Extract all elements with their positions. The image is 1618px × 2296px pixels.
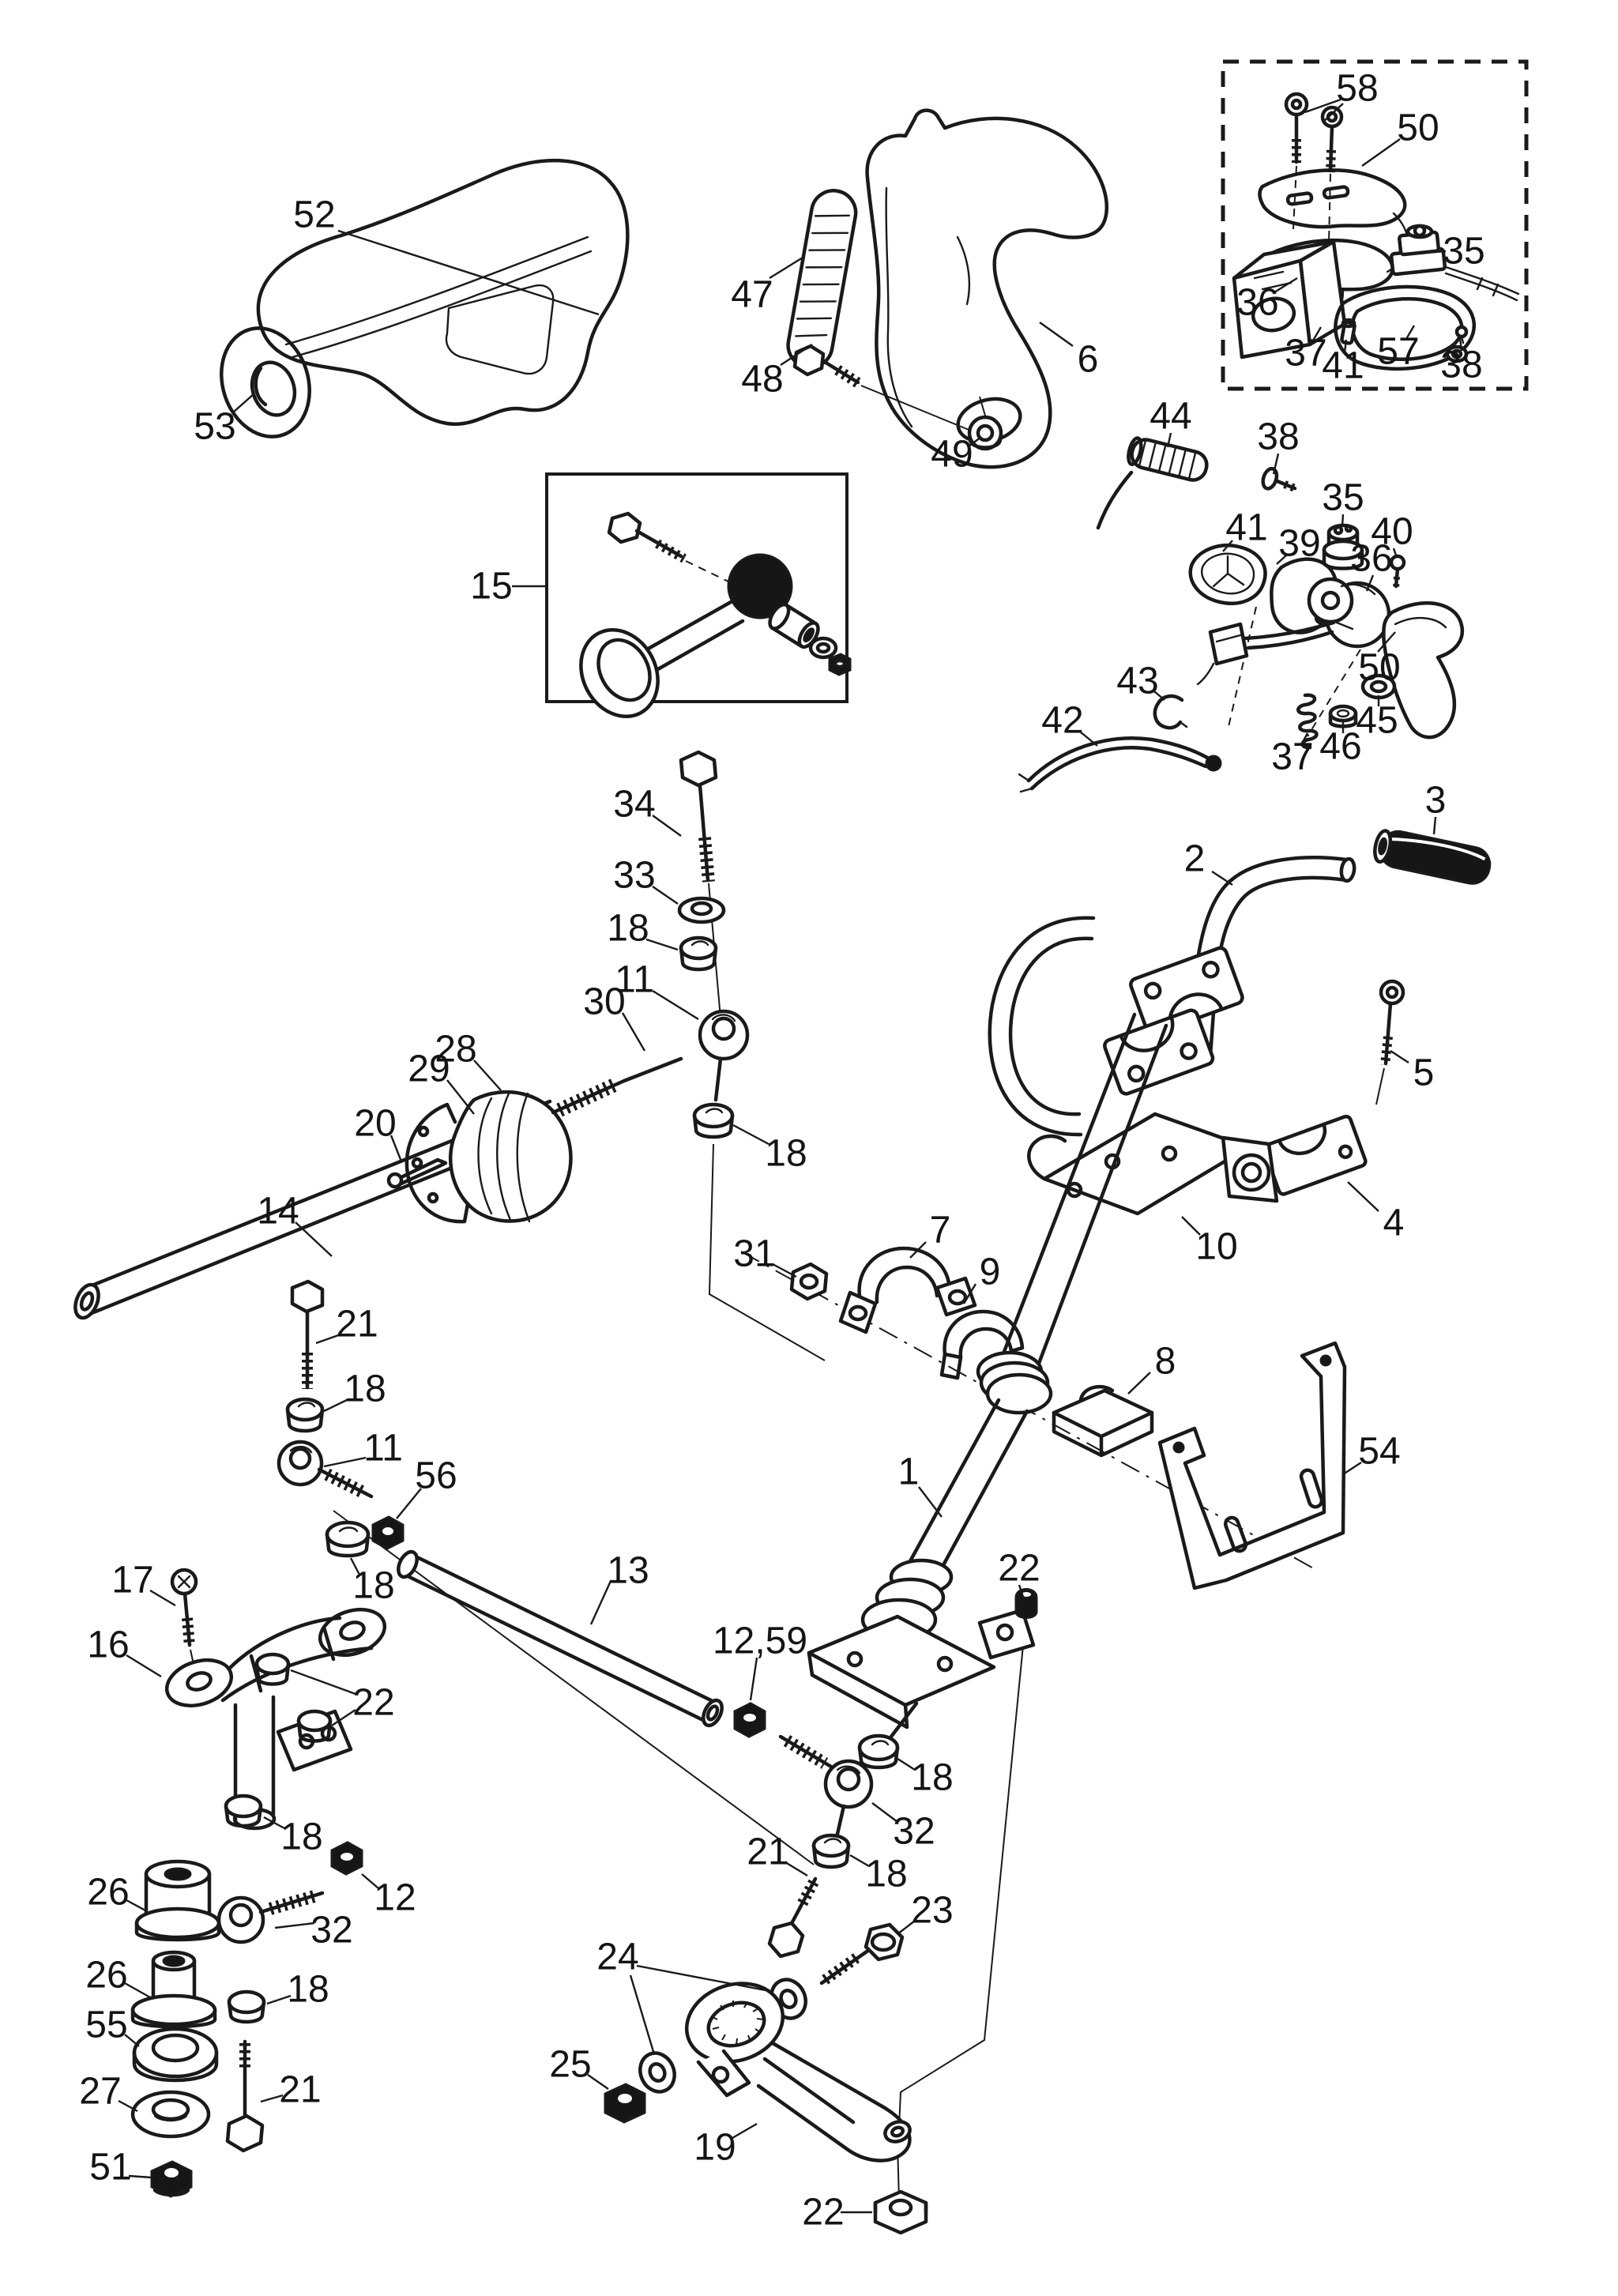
path-shape: [1098, 472, 1131, 528]
nut-49: [969, 417, 1001, 449]
part-callout-12,59: 12,59: [712, 1620, 808, 1662]
circle-shape: [413, 1159, 421, 1167]
path-shape: [792, 1264, 826, 1299]
leader-line-24: [637, 1966, 769, 1991]
leader-line-32: [275, 1923, 314, 1928]
part-callout-37: 37: [1271, 736, 1314, 778]
rect-shape: [1323, 186, 1348, 198]
circle-shape: [429, 1194, 437, 1202]
ellipse-shape: [229, 1992, 264, 2012]
path-shape: [795, 346, 823, 375]
part-callout-55: 55: [85, 2004, 128, 2046]
line-shape: [823, 361, 858, 382]
bolt-23: [822, 1925, 902, 1983]
ellipse-shape: [1261, 467, 1279, 491]
path-shape: [937, 1278, 975, 1315]
path-shape: [769, 1923, 803, 1956]
path-shape: [886, 188, 912, 427]
horn-kit-box: [547, 474, 850, 730]
path-shape: [681, 752, 716, 785]
part-callout-9: 9: [979, 1251, 1001, 1293]
leader-line-33: [653, 886, 678, 904]
nut-31: [792, 1264, 826, 1299]
leader-line-16: [126, 1655, 161, 1677]
rect-shape: [1224, 1516, 1247, 1553]
part-callout-34: 34: [613, 783, 656, 826]
part-callout-27: 27: [79, 2070, 122, 2113]
part-callout-28: 28: [435, 1028, 477, 1071]
steering-arm-group: [605, 1971, 926, 2233]
leader-line-51: [129, 2176, 152, 2177]
leader-line-17: [150, 1590, 175, 1605]
screw-38: [1261, 467, 1302, 498]
path-shape: [758, 2043, 909, 2161]
part-callout-14: 14: [257, 1190, 299, 1233]
leader-line-8: [1128, 1372, 1150, 1394]
ellipse-shape: [988, 1375, 1051, 1413]
ellipse-shape: [395, 1549, 421, 1579]
circle-shape: [1391, 556, 1404, 569]
nut-18-upper: [681, 938, 716, 969]
leader-line-18: [646, 939, 678, 950]
cable-42: [1019, 738, 1221, 792]
part-callout-35: 35: [1322, 476, 1364, 519]
part-callout-11: 11: [615, 958, 654, 1001]
ellipse-shape: [164, 1956, 184, 1966]
tie-rod-end-32-left: [219, 1893, 322, 1942]
leader-line-1: [919, 1487, 942, 1517]
part-callout-18: 18: [911, 1756, 954, 1799]
part-callout-26: 26: [87, 1871, 130, 1914]
circle-shape: [1381, 981, 1403, 1003]
leader-line-11: [653, 991, 698, 1019]
part-callout-17: 17: [111, 1559, 154, 1602]
part-callout-11: 11: [363, 1427, 403, 1470]
ellipse-shape: [71, 1282, 103, 1322]
part-callout-51: 51: [89, 2146, 132, 2189]
nut-51: [152, 2162, 191, 2196]
line-shape: [1386, 1003, 1390, 1063]
part-callout-12: 12: [374, 1876, 416, 1919]
bracket-10: [1029, 1114, 1277, 1214]
leader-line-50: [1362, 139, 1400, 166]
path-shape: [860, 1248, 950, 1302]
ellipse-shape: [811, 638, 836, 657]
bushing-26-lower: [133, 1952, 215, 2027]
part-callout-36: 36: [1236, 281, 1279, 324]
part-callout-38: 38: [1257, 416, 1300, 458]
part-callout-41: 41: [1225, 506, 1268, 549]
part-callout-21: 21: [279, 2068, 322, 2111]
part-callout-20: 20: [354, 1102, 397, 1145]
path-shape: [1202, 554, 1254, 593]
path-shape: [841, 1293, 875, 1332]
part-callout-8: 8: [1154, 1340, 1176, 1383]
part-callout-7: 7: [929, 1209, 951, 1252]
part-callout-56: 56: [415, 1455, 457, 1497]
line-shape: [822, 1950, 869, 1983]
path-shape: [228, 2116, 262, 2151]
path-shape: [1029, 738, 1209, 789]
part-callout-39: 39: [1278, 522, 1321, 565]
part-callout-43: 43: [1116, 660, 1159, 702]
leader-line-4: [1348, 1182, 1379, 1211]
rect-shape: [1300, 1469, 1323, 1509]
part-callout-23: 23: [911, 1889, 954, 1932]
part-callout-22: 22: [802, 2191, 845, 2234]
mount-bracket-group: [133, 1523, 390, 2196]
part-callout-29: 29: [408, 1048, 450, 1090]
circle-shape: [1286, 94, 1307, 115]
line-shape: [686, 561, 732, 583]
circle-shape: [1457, 327, 1466, 337]
nut-18-column: [860, 1736, 897, 1767]
part-callout-54: 54: [1358, 1430, 1401, 1473]
ellipse-shape: [257, 1654, 288, 1673]
part-callout-21: 21: [336, 1303, 378, 1346]
part-callout-13: 13: [607, 1549, 649, 1592]
nut-22-bottom: [875, 2192, 926, 2233]
tie-rod-end-11: [700, 1011, 747, 1100]
part-callout-18: 18: [344, 1368, 386, 1410]
grommet-41: [1191, 545, 1266, 603]
column-mount-parts: [792, 1248, 1345, 1588]
part-callout-4: 4: [1383, 1202, 1405, 1244]
grip-3: [1372, 827, 1493, 887]
part-callout-49: 49: [931, 433, 973, 476]
leader-line-53: [233, 393, 254, 412]
support-block-8: [1054, 1387, 1152, 1455]
part-callout-37: 37: [1285, 332, 1327, 375]
line-shape: [624, 1059, 681, 1081]
screw-40: [1391, 556, 1404, 588]
clamp-block-4: [1262, 1115, 1367, 1195]
part-callout-26: 26: [85, 1954, 128, 1997]
part-callout-2: 2: [1183, 837, 1206, 880]
path-shape: [1245, 623, 1334, 648]
leader-line-47: [769, 258, 803, 278]
console-cover-group: [785, 111, 1107, 468]
ellipse-shape: [153, 2035, 198, 2061]
part-callout-47: 47: [731, 273, 773, 316]
leader-line-14: [295, 1222, 332, 1256]
nut-18-stack: [229, 1992, 264, 2022]
part-callout-41: 41: [1322, 344, 1364, 387]
part-callout-30: 30: [583, 981, 626, 1023]
leader-line-18: [733, 1125, 769, 1144]
path-shape: [990, 918, 1093, 1135]
cap-22: [1016, 1590, 1037, 1618]
leader-line-34: [653, 815, 681, 836]
ellipse-shape: [133, 1996, 215, 2024]
ellipse-shape: [1340, 858, 1356, 882]
ellipse-shape: [694, 1105, 732, 1127]
part-callout-24: 24: [596, 1936, 639, 1978]
part-callout-46: 46: [1319, 725, 1362, 768]
grip-47: [785, 187, 859, 371]
path-shape: [958, 237, 969, 304]
line-shape: [559, 1085, 615, 1110]
nut-18-leg: [226, 1796, 261, 1826]
leader-line-26: [125, 1983, 150, 1997]
clip-43: [1155, 696, 1187, 728]
part-callout-45: 45: [1356, 699, 1398, 742]
path-shape: [1054, 1391, 1152, 1436]
part-callout-18: 18: [865, 1853, 908, 1895]
part-callout-57: 57: [1377, 330, 1420, 373]
locknut-56: [373, 1517, 403, 1549]
ellipse-shape: [299, 1711, 330, 1730]
nut-18-left: [288, 1399, 322, 1431]
line-shape: [716, 1059, 721, 1100]
tie-rod-13: [403, 1555, 717, 1722]
part-callout-52: 52: [293, 194, 336, 236]
leader-line-2: [1212, 871, 1232, 885]
nut-18-lower: [694, 1105, 732, 1137]
bolt-21-center: [769, 1879, 815, 1956]
ellipse-shape: [1330, 706, 1356, 721]
ellipse-shape: [341, 1853, 353, 1861]
washer-24b: [634, 2048, 681, 2098]
circle-shape: [420, 1127, 427, 1135]
part-callout-40: 40: [1371, 510, 1413, 553]
nut-18-top: [327, 1523, 368, 1556]
ellipse-shape: [226, 1796, 261, 1816]
ellipse-shape: [153, 2100, 188, 2119]
path-shape: [292, 251, 591, 357]
nut-25: [605, 2084, 645, 2122]
part-callout-18: 18: [607, 907, 649, 950]
part-callout-18: 18: [287, 1968, 329, 2011]
ellipse-shape: [700, 1697, 726, 1728]
circle-shape: [1174, 1443, 1183, 1452]
path-shape: [1155, 696, 1182, 728]
part-callout-32: 32: [310, 1909, 353, 1952]
ellipse-shape: [835, 661, 845, 667]
leader-line-30: [623, 1013, 645, 1051]
ellipse-shape: [161, 1652, 238, 1713]
leader-line-28: [474, 1060, 501, 1090]
circle-shape: [389, 1174, 401, 1187]
part-callout-50: 50: [1397, 107, 1439, 149]
path-shape: [1010, 939, 1092, 1114]
path-shape: [609, 514, 640, 542]
line-shape: [1376, 1068, 1384, 1105]
part-callout-58: 58: [1336, 67, 1379, 110]
leader-line-5: [1390, 1051, 1409, 1063]
part-callout-6: 6: [1077, 338, 1099, 381]
circle-shape: [1321, 1356, 1330, 1365]
ellipse-shape: [164, 2168, 179, 2177]
ellipse-shape: [165, 1869, 190, 1880]
capnut-12: [332, 1842, 362, 1874]
screw-17: [172, 1570, 196, 1675]
path-shape: [1300, 242, 1345, 344]
path-shape: [1180, 722, 1187, 727]
nut-18-under: [814, 1835, 849, 1867]
part-callout-18: 18: [765, 1132, 807, 1175]
part-callout-5: 5: [1413, 1052, 1435, 1094]
leader-line-22: [291, 1670, 356, 1694]
leader-line-24: [630, 1975, 654, 2054]
part-callout-31: 31: [733, 1233, 776, 1275]
line-shape: [319, 1470, 371, 1496]
part-callout-22: 22: [352, 1681, 395, 1724]
leader-line-29: [447, 1080, 474, 1114]
part-callout-25: 25: [549, 2043, 592, 2086]
ellipse-shape: [566, 616, 673, 730]
part-callout-48: 48: [741, 358, 784, 401]
part-callout-42: 42: [1041, 699, 1084, 742]
circle-shape: [1234, 1155, 1269, 1190]
circle-shape: [1206, 756, 1221, 770]
part-callout-33: 33: [613, 854, 656, 897]
tie-rod-end-32-right: [781, 1737, 871, 1841]
steering-shaft-group: [71, 752, 747, 1321]
part-callout-32: 32: [893, 1810, 935, 1853]
part-callout-18: 18: [280, 1816, 323, 1858]
support-bracket-54: [1160, 1343, 1345, 1588]
part-callout-50: 50: [1358, 646, 1401, 689]
rect-shape: [1377, 828, 1493, 886]
part-callout-18: 18: [352, 1564, 395, 1607]
tie-rod-end-11-left: [279, 1442, 371, 1496]
leader-line-12,59: [751, 1658, 757, 1700]
bolt-21-left: [292, 1282, 322, 1389]
ring-55: [134, 2029, 216, 2080]
part-callout-44: 44: [1150, 395, 1192, 438]
bushing-26-upper: [137, 1861, 219, 1940]
locknut-12-59: [735, 1703, 765, 1737]
part-callout-53: 53: [194, 405, 236, 448]
path-shape: [1160, 1343, 1345, 1588]
ellipse-shape: [246, 357, 301, 421]
ellipse-shape: [618, 2094, 632, 2103]
part-callout-10: 10: [1195, 1225, 1238, 1268]
path-shape: [875, 2192, 926, 2233]
part-callout-38: 38: [1440, 344, 1483, 386]
part-callout-3: 3: [1424, 779, 1447, 822]
path-shape: [446, 285, 553, 374]
line-shape: [1330, 126, 1332, 171]
part-callout-19: 19: [694, 2126, 736, 2169]
path-shape: [292, 1282, 322, 1312]
leader-line-52: [338, 231, 599, 314]
part-callout-1: 1: [897, 1451, 920, 1493]
circle-shape: [1323, 107, 1341, 126]
leader-line-11: [324, 1458, 366, 1466]
rect-shape: [1287, 193, 1311, 205]
ellipse-shape: [137, 1909, 219, 1937]
leader-line-6: [1040, 322, 1073, 346]
part-callout-21: 21: [747, 1831, 789, 1873]
ellipse-shape: [860, 1736, 897, 1760]
bolt-34: [681, 752, 716, 882]
path-shape: [809, 1617, 994, 1705]
part-callout-16: 16: [87, 1624, 130, 1666]
bolt-21-bottom: [228, 2042, 262, 2151]
path-shape: [1210, 624, 1247, 664]
switch-inset-box: [1223, 62, 1526, 389]
ellipse-shape: [743, 1714, 756, 1722]
part-callout-36: 36: [1350, 537, 1393, 580]
part-callout-22: 22: [998, 1547, 1040, 1590]
path-shape: [286, 237, 588, 344]
ellipse-shape: [382, 1527, 393, 1535]
ellipse-shape: [327, 1523, 368, 1546]
strap-clamp-7: [841, 1248, 975, 1332]
washer-27: [133, 2092, 209, 2136]
part-callout-35: 35: [1443, 230, 1485, 273]
part-callout-15: 15: [470, 565, 513, 608]
